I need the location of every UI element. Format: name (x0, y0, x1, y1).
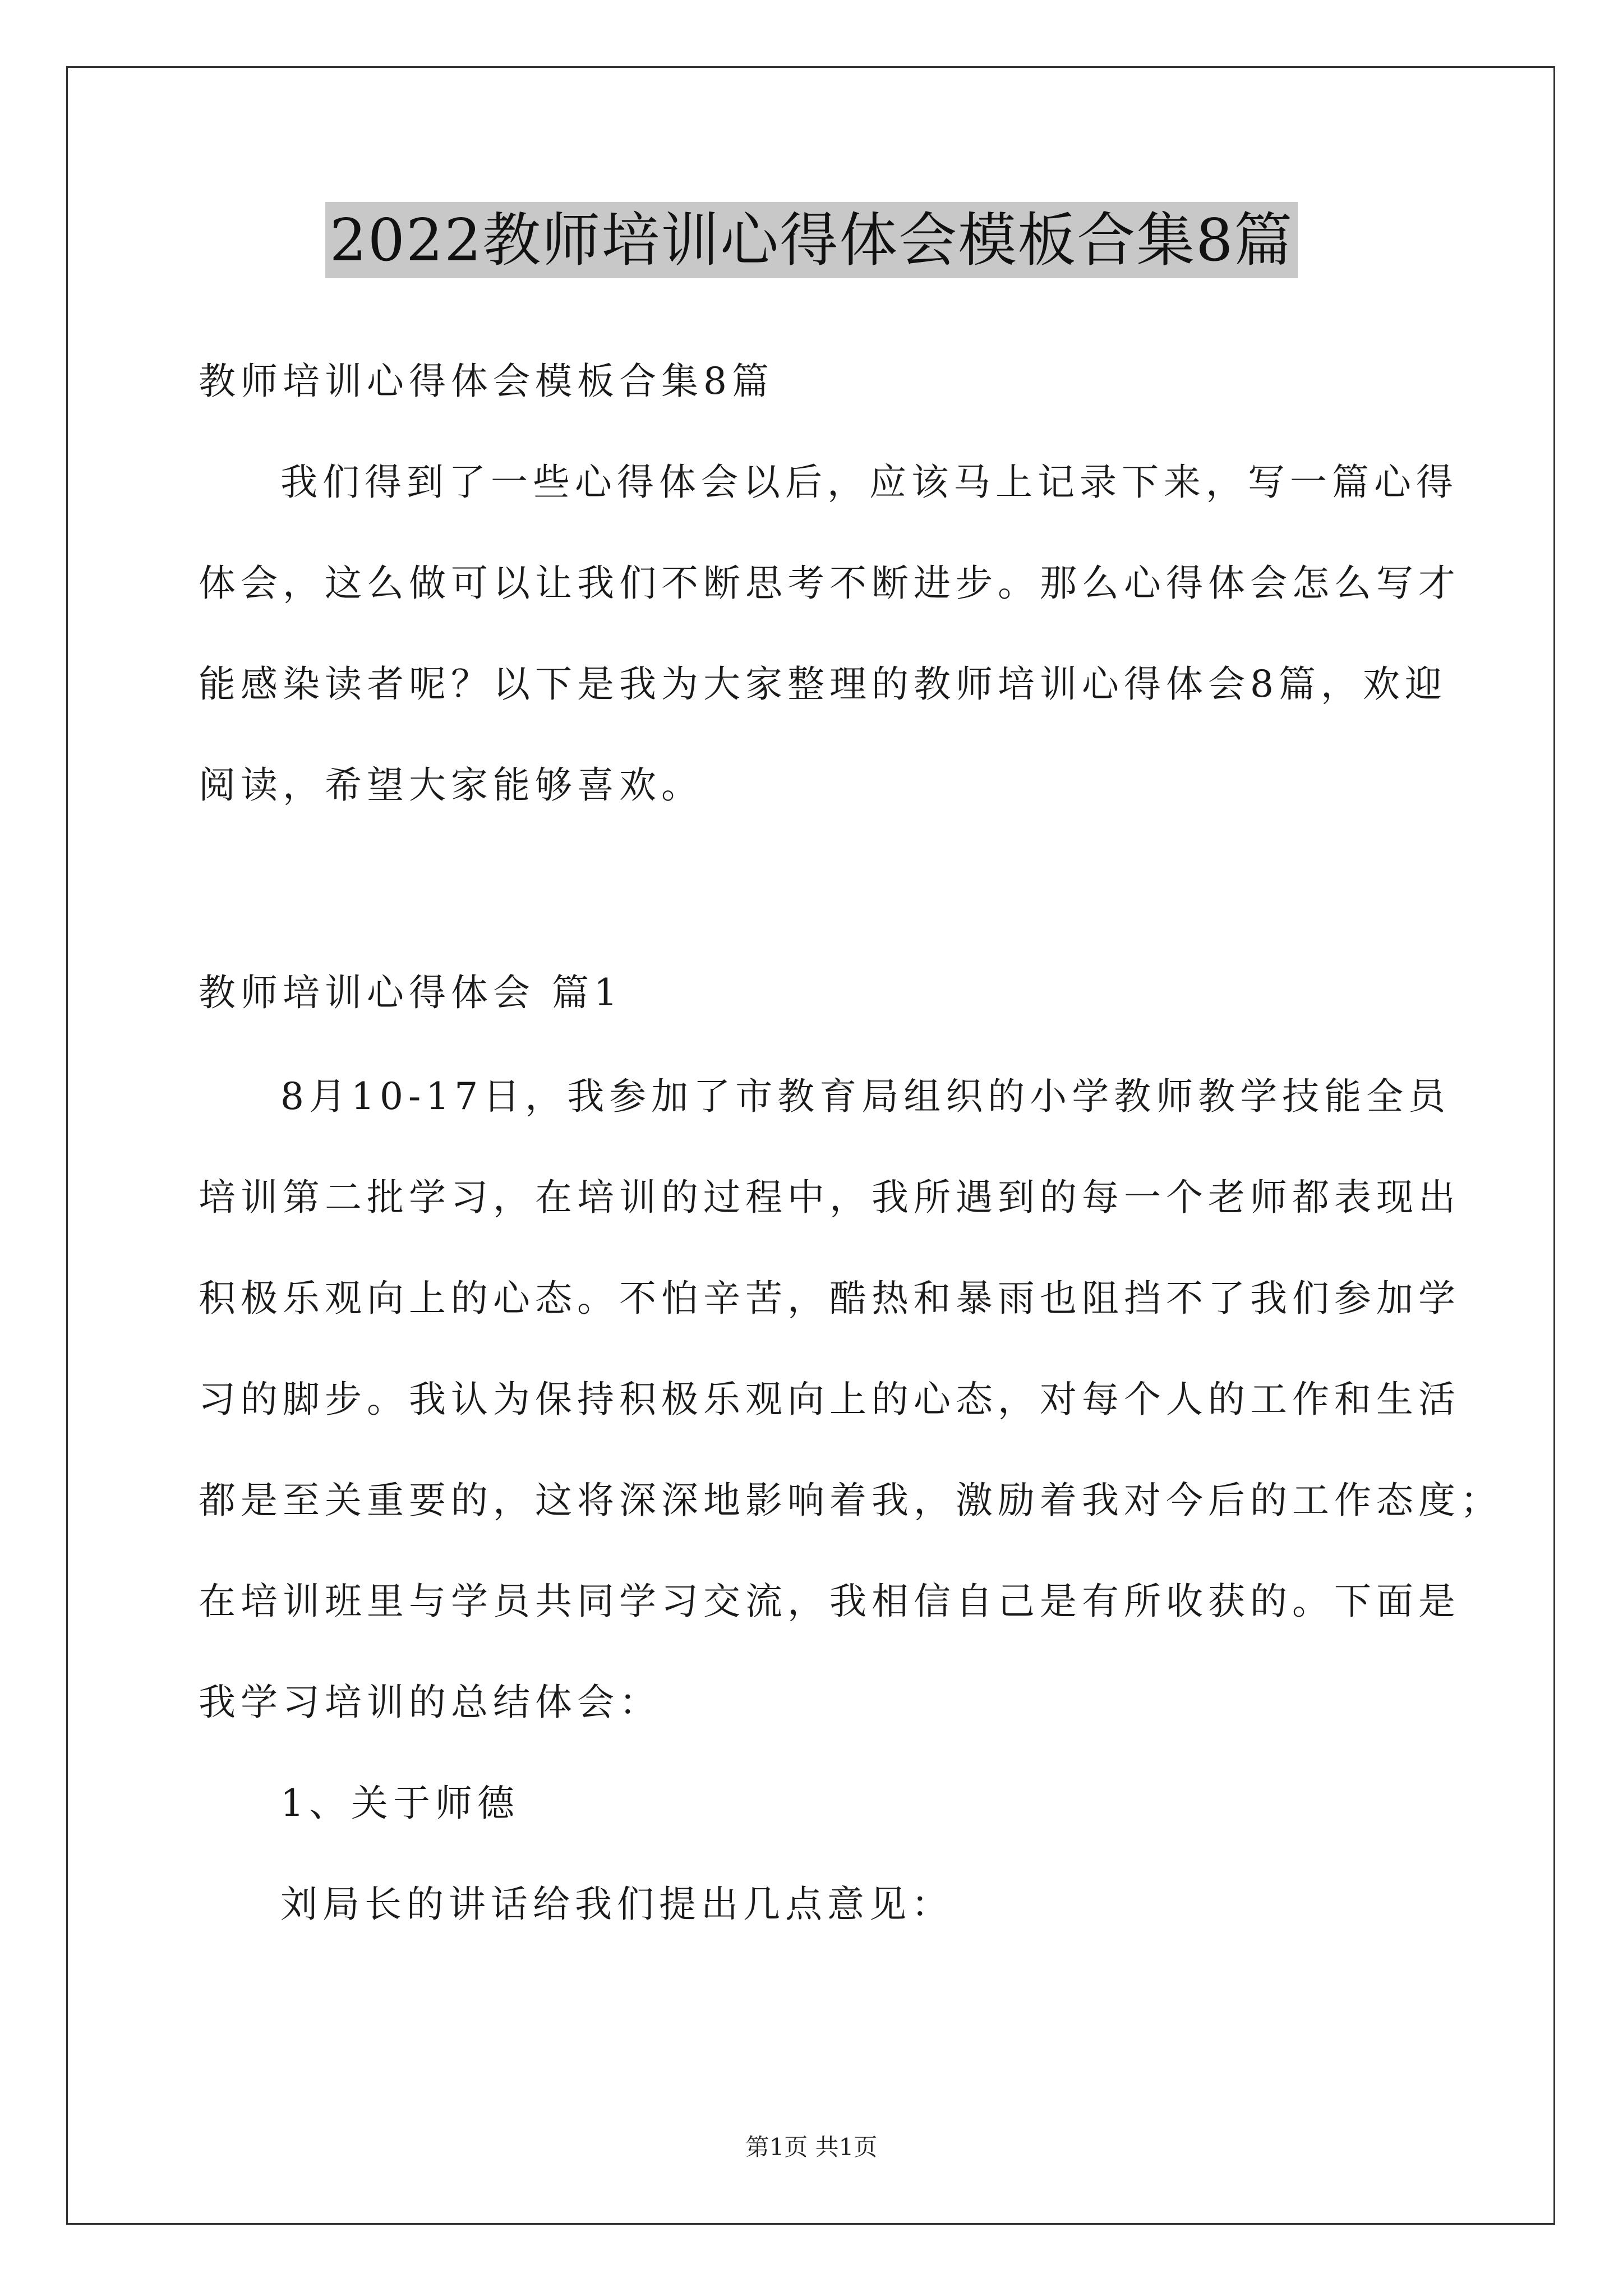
intro-paragraph-line-1: 我们得到了一些心得体会以后，应该马上记录下来，写一篇心得 (280, 461, 1458, 504)
body-paragraph-line-7: 我学习培训的总结体会： (199, 1681, 661, 1724)
body-paragraph-line-1: 8月10-17日，我参加了市教育局组织的小学教师教学技能全员 (280, 1075, 1451, 1118)
subsection-heading: 1、关于师德 (280, 1782, 519, 1825)
body-paragraph-line-8: 刘局长的讲话给我们提出几点意见： (280, 1883, 953, 1926)
intro-paragraph-line-4: 阅读，希望大家能够喜欢。 (199, 763, 703, 807)
body-paragraph-line-4: 习的脚步。我认为保持积极乐观向上的心态，对每个人的工作和生活 (199, 1378, 1460, 1421)
body-paragraph-line-2: 培训第二批学习，在培训的过程中，我所遇到的每一个老师都表现出 (199, 1176, 1460, 1219)
intro-paragraph-line-2: 体会，这么做可以让我们不断思考不断进步。那么心得体会怎么写才 (199, 562, 1460, 605)
section-heading: 教师培训心得体会 篇1 (199, 971, 623, 1014)
page-footer: 第1页 共1页 (745, 2133, 878, 2161)
body-paragraph-line-5: 都是至关重要的，这将深深地影响着我，激励着我对今后的工作态度； (199, 1479, 1502, 1522)
intro-paragraph-line-3: 能感染读者呢？以下是我为大家整理的教师培训心得体会8篇，欢迎 (199, 662, 1447, 706)
document-title: 2022教师培训心得体会模板合集8篇 (325, 202, 1298, 278)
body-paragraph-line-6: 在培训班里与学员共同学习交流，我相信自己是有所收获的。下面是 (199, 1580, 1460, 1623)
subtitle-line: 教师培训心得体会模板合集8篇 (199, 360, 774, 403)
title-container (0, 202, 1623, 278)
body-paragraph-line-3: 积极乐观向上的心态。不怕辛苦，酷热和暴雨也阻挡不了我们参加学 (199, 1277, 1460, 1320)
